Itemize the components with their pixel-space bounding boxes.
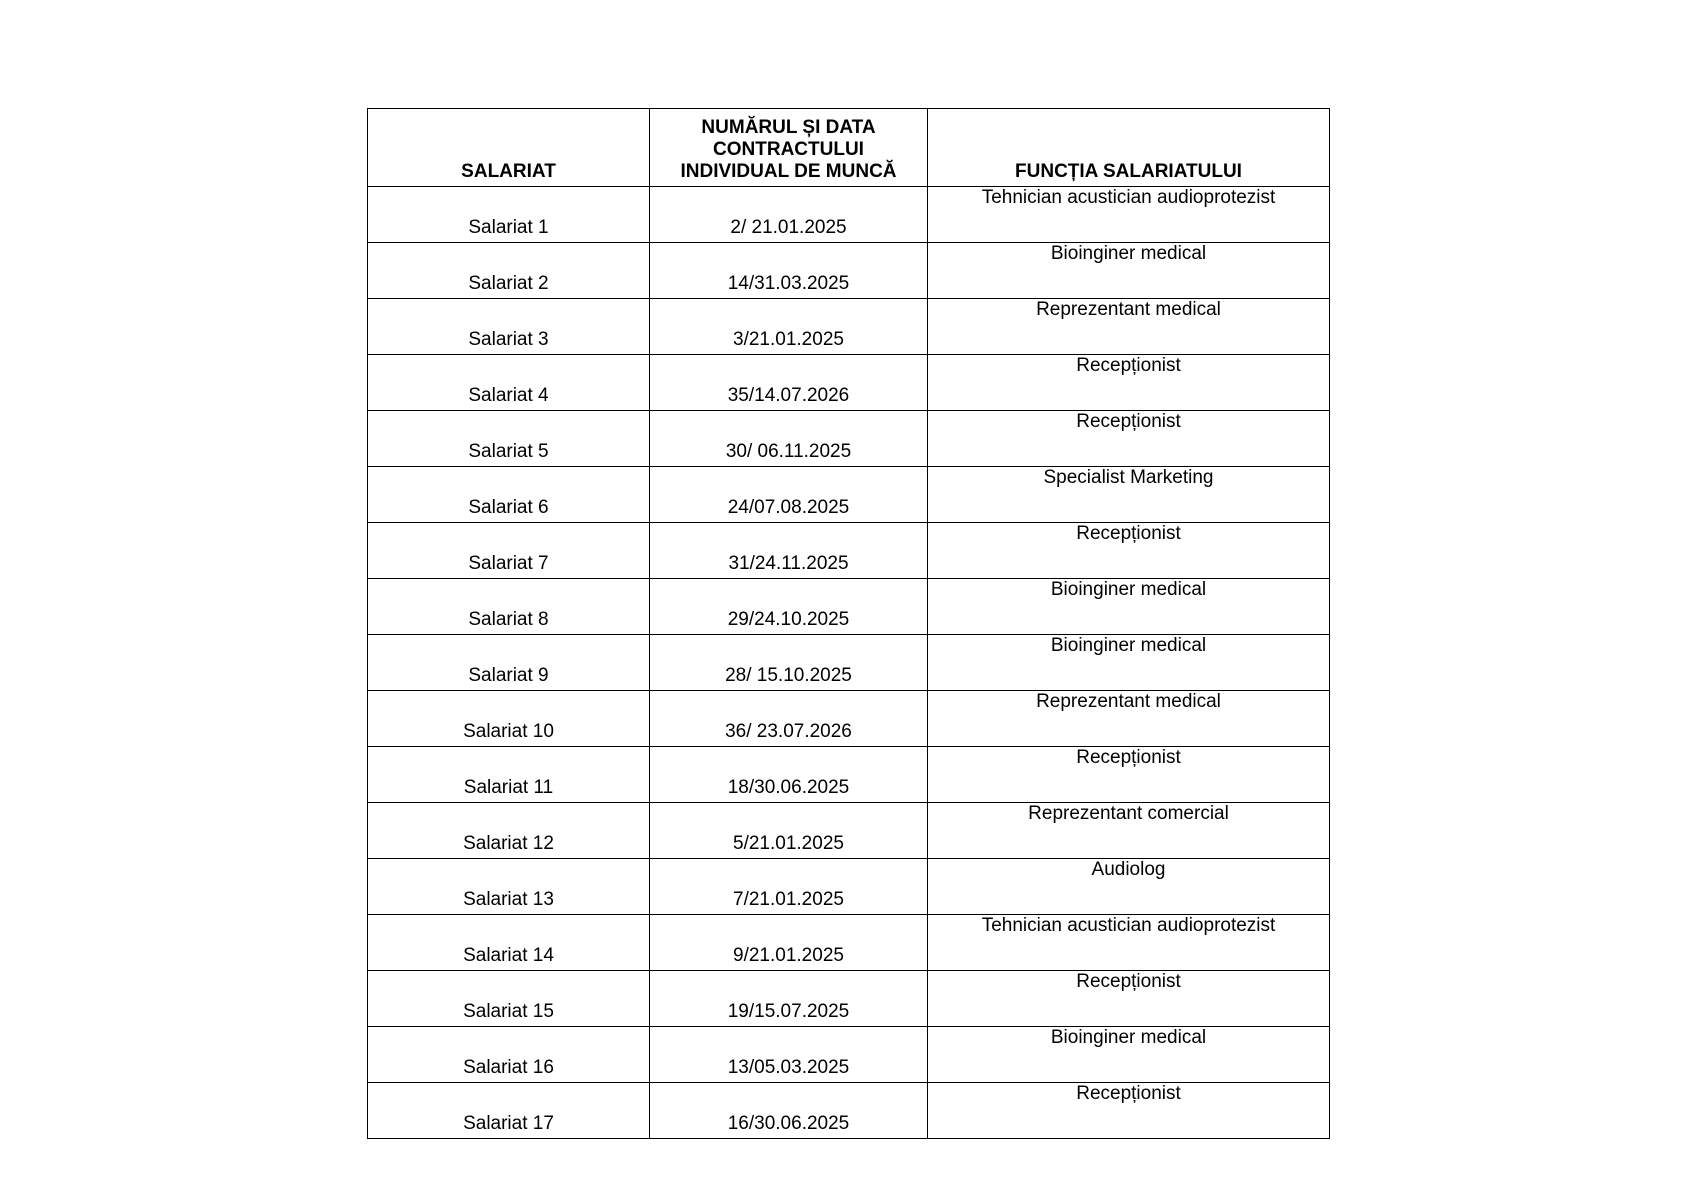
table-row (368, 747, 1330, 803)
employee-cell: Salariat 13 (368, 859, 650, 915)
function-cell: Recepționist (928, 523, 1330, 579)
table-row (368, 299, 1330, 355)
function-cell: Tehnician acustician audioprotezist (928, 915, 1330, 971)
contract-cell: 7/21.01.2025 (650, 859, 928, 915)
table-row (368, 691, 1330, 747)
header-contract-number-date (650, 109, 928, 187)
employee-cell: Salariat 9 (368, 635, 650, 691)
function-cell: Recepționist (928, 411, 1330, 467)
table-row (368, 467, 1330, 523)
table-row (368, 579, 1330, 635)
employee-cell: Salariat 14 (368, 915, 650, 971)
function-cell: Reprezentant medical (928, 691, 1330, 747)
function-cell: Recepționist (928, 747, 1330, 803)
header-contract-line-2: CONTRACTULUI (713, 139, 864, 160)
contract-cell: 5/21.01.2025 (650, 803, 928, 859)
function-cell: Bioinginer medical (928, 579, 1330, 635)
contract-cell: 14/31.03.2025 (650, 243, 928, 299)
contract-cell: 24/07.08.2025 (650, 467, 928, 523)
employee-cell: Salariat 5 (368, 411, 650, 467)
function-cell: Recepționist (928, 1083, 1330, 1139)
table-row (368, 523, 1330, 579)
table-row (368, 971, 1330, 1027)
function-cell: Reprezentant comercial (928, 803, 1330, 859)
table-row (368, 1083, 1330, 1139)
contract-cell: 28/ 15.10.2025 (650, 635, 928, 691)
contract-cell: 9/21.01.2025 (650, 915, 928, 971)
table-header (368, 109, 1330, 187)
header-contract-line-3: INDIVIDUAL DE MUNCĂ (680, 161, 897, 182)
contract-cell: 16/30.06.2025 (650, 1083, 928, 1139)
contract-cell: 18/30.06.2025 (650, 747, 928, 803)
function-cell: Recepționist (928, 355, 1330, 411)
function-cell: Recepționist (928, 971, 1330, 1027)
table-row (368, 411, 1330, 467)
header-function: FUNCȚIA SALARIATULUI (928, 109, 1330, 187)
employee-cell: Salariat 12 (368, 803, 650, 859)
header-row (368, 109, 1330, 187)
document-page (367, 108, 1329, 1139)
header-employee: SALARIAT (368, 109, 650, 187)
contract-cell: 2/ 21.01.2025 (650, 187, 928, 243)
employee-cell: Salariat 11 (368, 747, 650, 803)
table-row (368, 635, 1330, 691)
table-row (368, 803, 1330, 859)
table-row (368, 355, 1330, 411)
employee-cell: Salariat 15 (368, 971, 650, 1027)
table-body (368, 187, 1330, 1139)
header-contract-line-1: NUMĂRUL ȘI DATA (701, 117, 876, 138)
contract-cell: 3/21.01.2025 (650, 299, 928, 355)
employee-cell: Salariat 8 (368, 579, 650, 635)
employee-cell: Salariat 6 (368, 467, 650, 523)
employee-cell: Salariat 1 (368, 187, 650, 243)
contract-cell: 31/24.11.2025 (650, 523, 928, 579)
function-cell: Reprezentant medical (928, 299, 1330, 355)
employee-cell: Salariat 3 (368, 299, 650, 355)
contract-cell: 30/ 06.11.2025 (650, 411, 928, 467)
employee-cell: Salariat 2 (368, 243, 650, 299)
contract-cell: 29/24.10.2025 (650, 579, 928, 635)
table-row (368, 187, 1330, 243)
function-cell: Audiolog (928, 859, 1330, 915)
contract-cell: 36/ 23.07.2026 (650, 691, 928, 747)
employee-contracts-table (367, 108, 1330, 1139)
table-row (368, 859, 1330, 915)
function-cell: Tehnician acustician audioprotezist (928, 187, 1330, 243)
function-cell: Bioinginer medical (928, 635, 1330, 691)
employee-cell: Salariat 10 (368, 691, 650, 747)
employee-cell: Salariat 16 (368, 1027, 650, 1083)
table-row (368, 1027, 1330, 1083)
table-row (368, 915, 1330, 971)
function-cell: Specialist Marketing (928, 467, 1330, 523)
employee-cell: Salariat 4 (368, 355, 650, 411)
contract-cell: 13/05.03.2025 (650, 1027, 928, 1083)
function-cell: Bioinginer medical (928, 243, 1330, 299)
table-row (368, 243, 1330, 299)
employee-cell: Salariat 7 (368, 523, 650, 579)
contract-cell: 19/15.07.2025 (650, 971, 928, 1027)
contract-cell: 35/14.07.2026 (650, 355, 928, 411)
function-cell: Bioinginer medical (928, 1027, 1330, 1083)
employee-cell: Salariat 17 (368, 1083, 650, 1139)
